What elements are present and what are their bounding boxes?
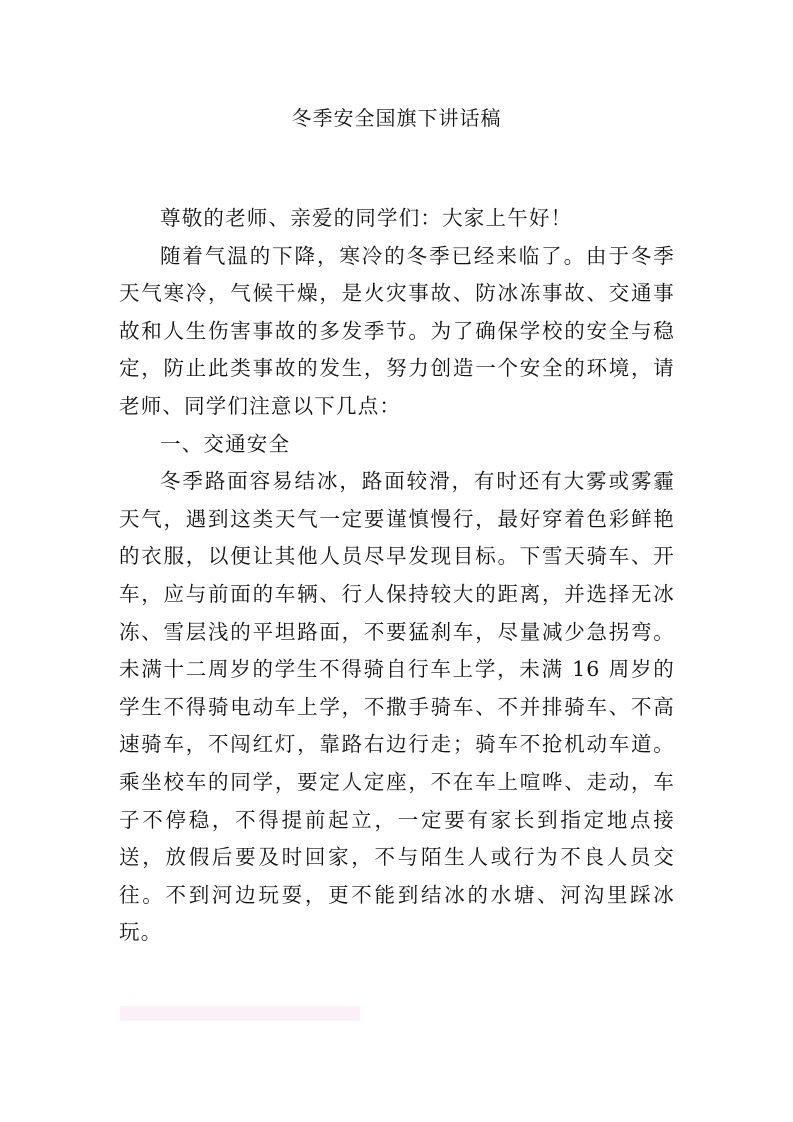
traffic-safety-paragraph: 冬季路面容易结冰，路面较滑，有时还有大雾或雾霾天气，遇到这类天气一定要谨慎慢行，最好穿着色彩鲜艳的衣服，以便让其他人员尽早发现目标。下雪天骑车、开车，应与前面的车辆、行人保持较大的距离，并选择无冰冻、雪层浅的平坦路面，不要猛刹车，尽量减少急拐弯。未满十二周岁的学生不得骑自行车上学，未满 16 周岁的学生不得骑电动车上学，不撒手骑车、不并排骑车、不高速骑车，不闯红灯，靠路右边行走；骑车不抢机动车道。乘坐校车的同学，要定人定座，不在车上喧哗、走动，车子不停稳，不得提前起立，一定要有家长到指定地点接送，放假后要及时回家，不与陌生人或行为不良人员交往。不到河边玩耍，更不能到结冰的水塘、河沟里踩冰玩。 — [119, 469, 675, 945]
greeting-paragraph: 尊敬的老师、亲爱的同学们：大家上午好！ — [160, 206, 573, 230]
intro-paragraph: 随着气温的下降，寒冷的冬季已经来临了。由于冬季天气寒冷，气候干燥，是火灾事故、防冰冻事故、交通事故和人生伤害事故的多发季节。为了确保学校的安全与稳定，防止此类事故的发生，努力创造一个安全的环境，请老师、同学们注意以下几点： — [119, 243, 675, 418]
document-body — [119, 200, 675, 952]
faint-watermark-strip — [120, 1006, 360, 1021]
section-heading-traffic-safety: 一、交通安全 — [160, 431, 291, 456]
document-title: 冬季安全国旗下讲话稿 — [291, 106, 502, 130]
